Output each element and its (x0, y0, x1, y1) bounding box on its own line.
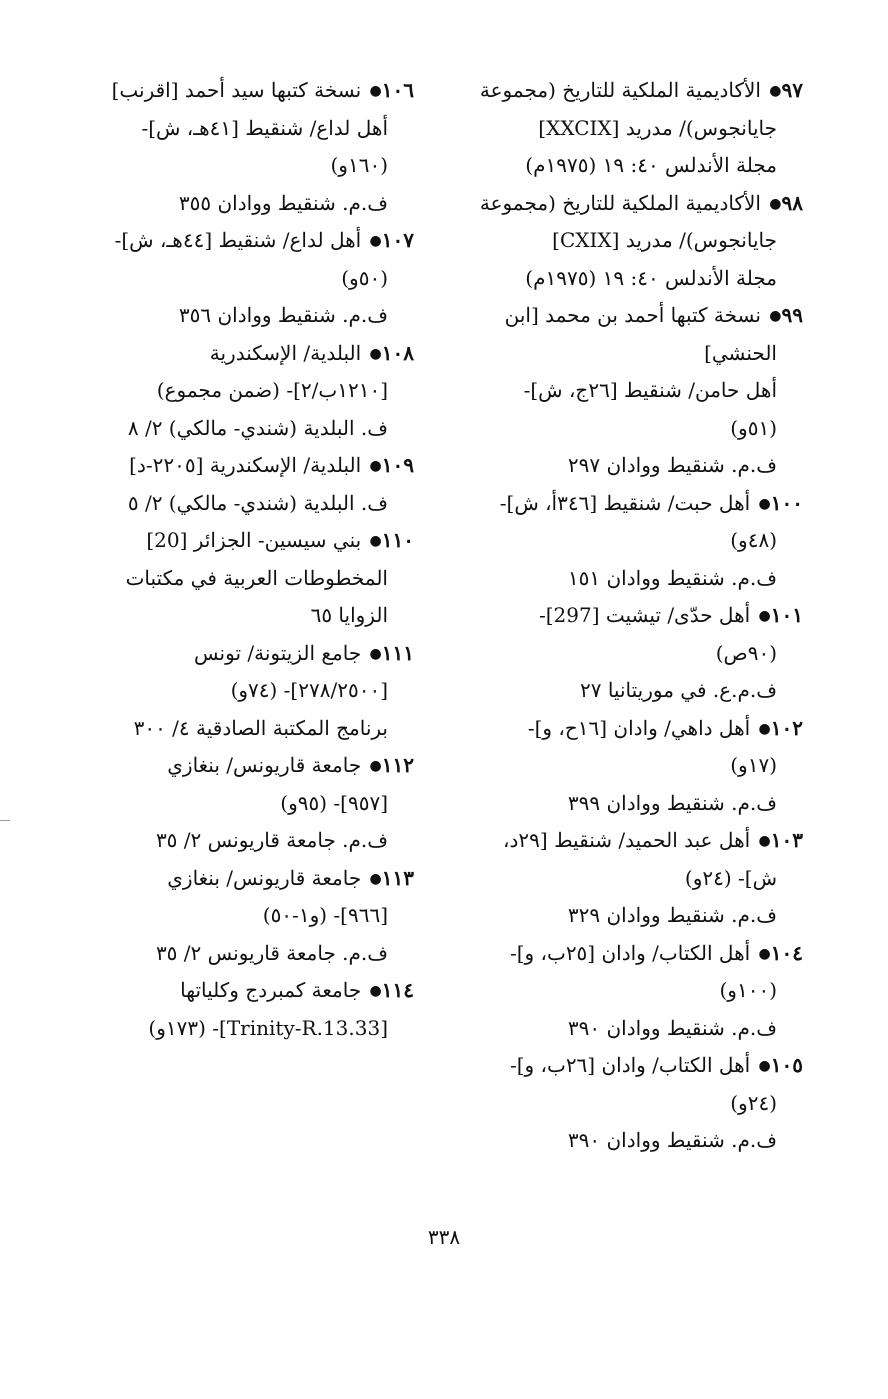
entry-text: أهل لداع/ شنقيط [٤٤هـ، ش]- (114, 228, 362, 252)
entry-number: ١١١ (381, 640, 414, 665)
entry-text: أهل حدّى/ تيشيت [297]- (538, 603, 751, 627)
entry-text: الأكاديمية الملكية للتاريخ (مجموعة (479, 190, 761, 215)
entry-source: ف.م. جامعة قاريونس ٢/ ٣٥ (155, 828, 388, 852)
entry-text: أهل الكتاب/ وادان [٢٥ب، و]- (509, 940, 751, 965)
entry-source: ف.م. جامعة قاريونس ٢/ ٣٥ (155, 940, 388, 965)
bullet-icon: ● (369, 83, 382, 99)
entry-number: ١٠٥ (770, 1053, 803, 1077)
entry-heading (74, 447, 414, 485)
entry-text: أهل الكتاب/ وادان [٢٦ب، و]- (509, 1053, 751, 1077)
entry-continuation: [٢٧٨/٢٥٠٠]- (٧٤و) (230, 678, 388, 702)
entry-continuation: [Trinity-R.13.33]- (١٧٣و) (148, 1015, 388, 1040)
bullet-icon: ● (369, 983, 382, 999)
entry-heading (74, 747, 414, 785)
entry-source: ف. البلدية (شندي- مالكي) ٢/ ٨ (127, 415, 388, 440)
catalog-entry (463, 1047, 803, 1160)
entry-number: ١٠٣ (770, 828, 803, 852)
entry-heading (74, 860, 414, 898)
catalog-entry (463, 72, 803, 185)
entry-number: ١٠٩ (381, 453, 414, 477)
entry-continuation: (٩٠ص) (715, 640, 777, 665)
catalog-entry (74, 860, 414, 973)
bullet-icon: ● (758, 945, 771, 962)
entry-heading (74, 222, 414, 260)
entry-source: ف.م. شنقيط ووادان ٣٢٩ (567, 903, 777, 927)
entry-source: ف.م. شنقيط ووادان ٢٩٧ (567, 453, 777, 477)
entry-text: جامع الزيتونة/ تونس (194, 640, 362, 665)
catalog-entry (74, 747, 414, 860)
entry-source: ف.م. شنقيط ووادان ١٥١ (567, 565, 777, 590)
entry-continuation: [٩٥٧]- (٩٥و) (280, 790, 388, 815)
entry-continuation: (١٠٠و) (719, 978, 777, 1002)
entry-number: ١١٤ (381, 978, 414, 1002)
entry-continuation: (٢٤و) (730, 1090, 777, 1115)
entry-number: ١١٣ (381, 865, 414, 890)
margin-mark (0, 820, 10, 821)
entry-text: البلدية/ الإسكندرية [٢٢٠٥-د] (129, 453, 362, 477)
entry-continuation: [٩٦٦]- (و١-٥٠) (262, 903, 388, 927)
entry-text: جامعة قاريونس/ بنغازي (167, 753, 362, 777)
entry-heading (463, 485, 803, 523)
catalog-entry (463, 185, 803, 298)
catalog-entry (74, 72, 414, 222)
bullet-icon: ● (369, 233, 382, 249)
entry-continuation: (١٦٠و) (330, 153, 388, 177)
entry-text: نسخة كتبها سيد أحمد [اقرنب] (111, 78, 362, 102)
entry-continuation: الحنشي] (704, 340, 777, 365)
entry-number: ٩٨ (781, 190, 803, 215)
bullet-icon: ● (369, 533, 382, 549)
entry-continuation: (٥١و) (730, 415, 777, 440)
catalog-entry (463, 297, 803, 485)
entry-continuation: ش]- (٢٤و) (684, 865, 777, 890)
entry-source: ف.م. شنقيط ووادان ٣٩٠ (567, 1015, 777, 1040)
entry-text: أهل عبد الحميد/ شنقيط [٢٩د، (503, 828, 751, 852)
bullet-icon: ● (758, 1058, 771, 1074)
entry-heading (74, 522, 414, 560)
bullet-icon: ● (369, 870, 382, 887)
entry-source: ف. البلدية (شندي- مالكي) ٢/ ٥ (127, 490, 388, 515)
entry-continuation: (٥٠و) (341, 265, 388, 290)
entry-number: ١٠٠ (770, 490, 803, 515)
bullet-icon: ● (758, 495, 771, 512)
catalog-entry (463, 597, 803, 710)
entry-source: ف.م. شنقيط ووادان ٣٩٠ (567, 1128, 777, 1152)
entry-continuation: (١٧و) (730, 753, 777, 777)
bullet-icon: ● (769, 83, 782, 99)
entry-continuation: أهل لداع/ شنقيط [٤١هـ، ش]- (141, 115, 388, 140)
entry-heading (463, 710, 803, 748)
catalog-entry (74, 222, 414, 335)
entry-heading (74, 972, 414, 1010)
entry-heading (463, 597, 803, 635)
entry-source: ف.م.ع. في موريتانيا ٢٧ (579, 678, 777, 702)
catalog-entry (463, 935, 803, 1048)
entry-heading (74, 72, 414, 110)
entry-number: ١٠٨ (381, 340, 414, 365)
entry-number: ١٠٧ (381, 228, 414, 252)
catalog-entry (74, 335, 414, 448)
bullet-icon: ● (369, 458, 382, 474)
right-column (463, 72, 803, 1160)
bullet-icon: ● (369, 345, 382, 362)
entry-continuation: جايانجوس)/ مدريد [CXIX] (552, 228, 777, 252)
entry-continuation: أهل حامن/ شنقيط [٢٦ج، ش]- (523, 378, 777, 402)
entry-source: برنامج المكتبة الصادقية ٤/ ٣٠٠ (133, 715, 388, 740)
entry-number: ١٠١ (770, 603, 803, 627)
entry-text: جامعة قاريونس/ بنغازي (167, 865, 362, 890)
entry-source: ف.م. شنقيط ووادان ٣٥٦ (178, 303, 388, 327)
entry-heading (463, 185, 803, 223)
entry-source: المخطوطات العربية في مكتبات الزوايا ٦٥ (125, 565, 388, 627)
catalog-entry (74, 522, 414, 635)
entry-number: ١١٢ (381, 753, 414, 777)
entry-text: البلدية/ الإسكندرية (209, 340, 362, 365)
entry-heading (463, 72, 803, 110)
entry-heading (74, 335, 414, 373)
bullet-icon: ● (369, 645, 382, 662)
entry-text: نسخة كتبها أحمد بن محمد [ابن (504, 303, 761, 327)
catalog-entry (74, 972, 414, 1047)
entry-text: أهل حبت/ شنقيط [٣٤٦أ، ش]- (499, 490, 751, 515)
catalog-entry (74, 635, 414, 748)
entry-source: مجلة الأندلس ٤٠: ١٩ (١٩٧٥م) (525, 265, 777, 290)
bullet-icon: ● (369, 758, 382, 774)
bullet-icon: ● (758, 608, 771, 624)
entry-heading (463, 1047, 803, 1085)
entry-continuation: جايانجوس)/ مدريد [XXCIX] (538, 115, 777, 140)
entry-text: بني سيسين- الجزائر [20] (146, 528, 362, 552)
entry-number: ١١٠ (381, 528, 414, 552)
catalog-entry (463, 822, 803, 935)
entry-source: مجلة الأندلس ٤٠: ١٩ (١٩٧٥م) (525, 153, 777, 177)
entry-number: ١٠٦ (381, 78, 414, 102)
entry-source: ف.م. شنقيط ووادان ٣٥٥ (178, 190, 388, 215)
entry-source: ف.م. شنقيط ووادان ٣٩٩ (567, 790, 777, 815)
bullet-icon: ● (758, 833, 771, 849)
catalog-entry (74, 447, 414, 522)
entry-number: ٩٩ (781, 303, 803, 327)
entry-number: ١٠٢ (770, 715, 803, 740)
entry-heading (463, 935, 803, 973)
bullet-icon: ● (769, 308, 782, 324)
entry-text: جامعة كمبردج وكلياتها (180, 978, 362, 1002)
entry-text: الأكاديمية الملكية للتاريخ (مجموعة (479, 78, 761, 102)
entry-heading (463, 297, 803, 335)
entry-continuation: [١٢١٠ب/٢]- (ضمن مجموع) (156, 378, 388, 402)
entry-heading (463, 822, 803, 860)
entry-number: ١٠٤ (770, 940, 803, 965)
entry-heading (74, 635, 414, 673)
entry-number: ٩٧ (781, 78, 803, 102)
bullet-icon: ● (769, 195, 782, 212)
catalog-entry (463, 485, 803, 598)
page-number: ٣٣٨ (427, 1225, 461, 1249)
entry-continuation: (٤٨و) (730, 528, 777, 552)
left-column (74, 72, 414, 1047)
entry-text: أهل داهي/ وادان [١٦ح، و]- (527, 715, 751, 740)
catalog-entry (463, 710, 803, 823)
bullet-icon: ● (758, 720, 771, 737)
